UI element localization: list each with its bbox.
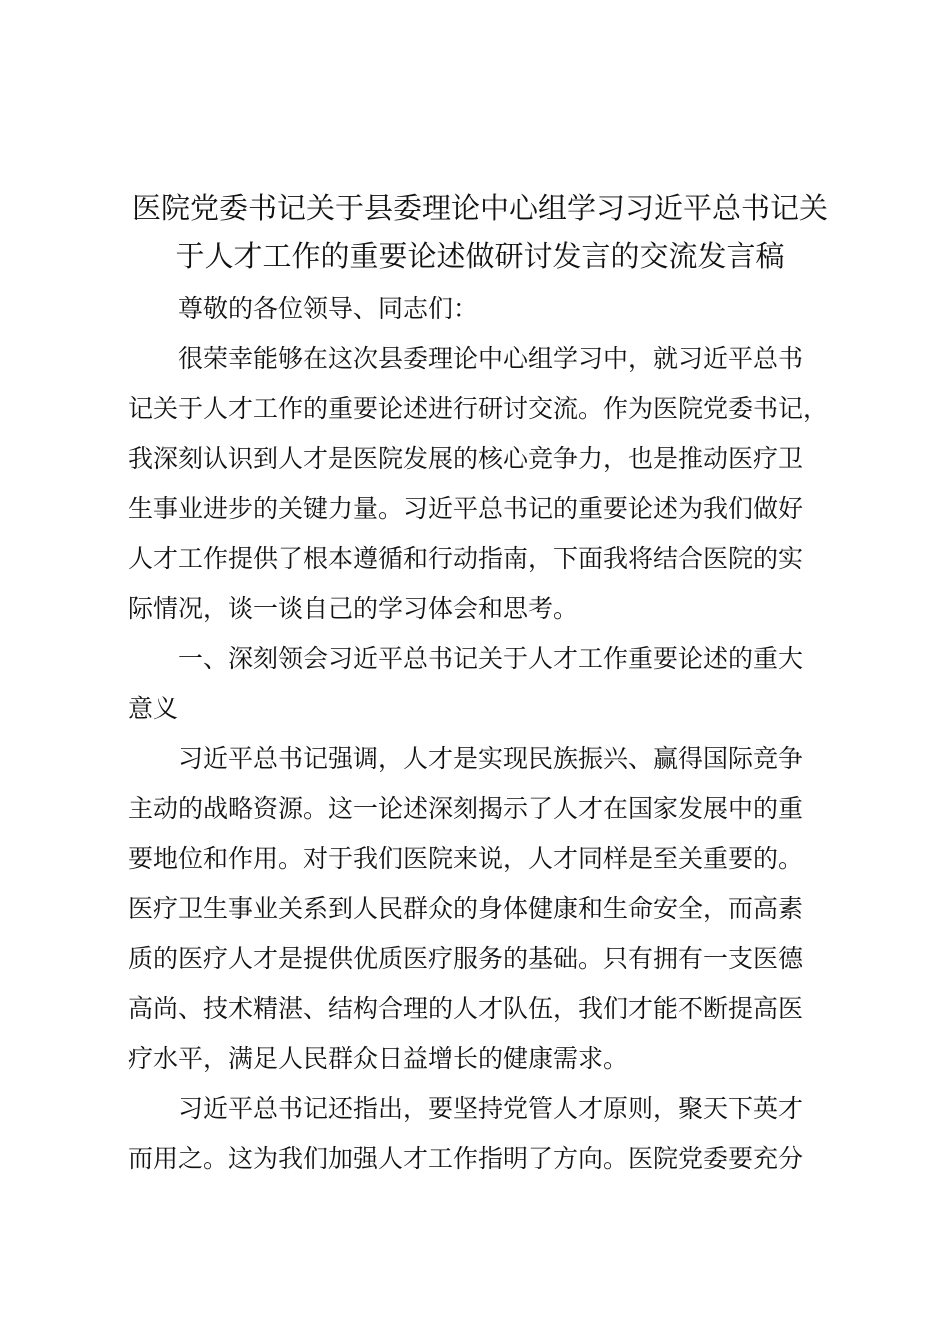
document-title-line-1: 医院党委书记关于县委理论中心组学习习近平总书记关 (131, 191, 828, 225)
paragraph-line: 人才工作提供了根本遵循和行动指南，下面我将结合医院的实 (128, 544, 804, 573)
paragraph-line: 而用之。这为我们加强人才工作指明了方向。医院党委要充分 (128, 1144, 804, 1173)
section-heading: 一、深刻领会习近平总书记关于人才工作重要论述的重大 (178, 644, 804, 673)
paragraph-line: 高尚、技术精湛、结构合理的人才队伍，我们才能不断提高医 (128, 994, 804, 1023)
paragraph-line: 际情况，谈一谈自己的学习体会和思考。 (128, 594, 579, 623)
paragraph-line: 很荣幸能够在这次县委理论中心组学习中，就习近平总书 (178, 344, 804, 373)
paragraph-line: 习近平总书记强调，人才是实现民族振兴、赢得国际竞争 (178, 744, 804, 773)
document-body (128, 284, 848, 1184)
paragraph-line: 习近平总书记还指出，要坚持党管人才原则，聚天下英才 (178, 1094, 804, 1123)
salutation: 尊敬的各位领导、同志们： (178, 294, 479, 323)
paragraph-line: 要地位和作用。对于我们医院来说，人才同样是至关重要的。 (128, 844, 804, 873)
paragraph-line: 我深刻认识到人才是医院发展的核心竞争力，也是推动医疗卫 (128, 444, 804, 473)
paragraph-line: 主动的战略资源。这一论述深刻揭示了人才在国家发展中的重 (128, 794, 804, 823)
paragraph-line: 疗水平，满足人民群众日益增长的健康需求。 (128, 1044, 629, 1073)
paragraph-line: 医疗卫生事业关系到人民群众的身体健康和生命安全，而高素 (128, 894, 804, 923)
document-title-line-2: 于人才工作的重要论述做研讨发言的交流发言稿 (175, 239, 785, 273)
paragraph-line: 记关于人才工作的重要论述进行研讨交流。作为医院党委书记， (128, 394, 829, 423)
paragraph-line: 质的医疗人才是提供优质医疗服务的基础。只有拥有一支医德 (128, 944, 804, 973)
section-heading-continued: 意义 (128, 694, 179, 723)
paragraph-line: 生事业进步的关键力量。习近平总书记的重要论述为我们做好 (128, 494, 804, 523)
